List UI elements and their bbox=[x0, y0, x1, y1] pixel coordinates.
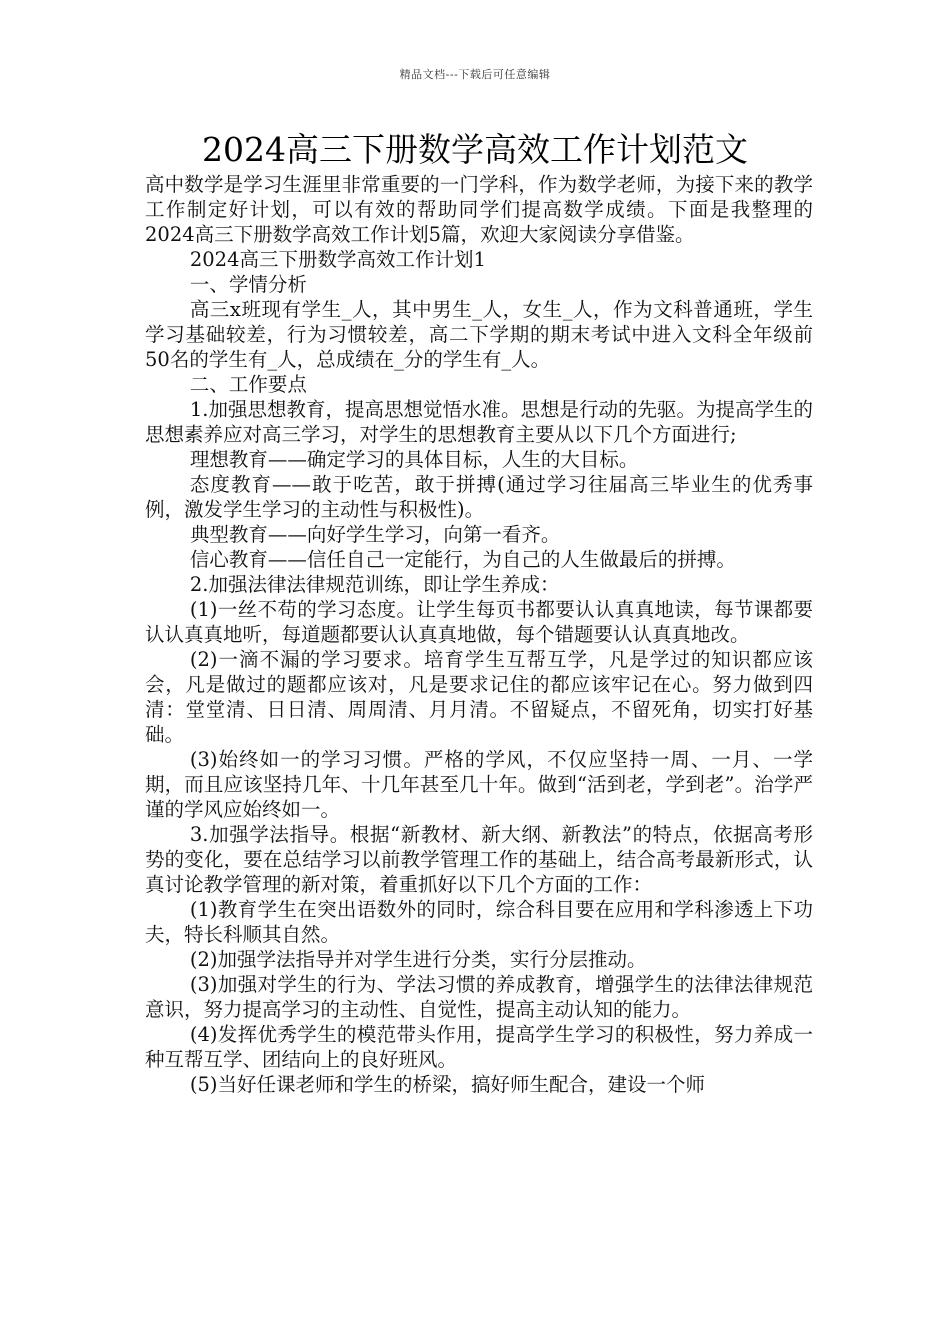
list-item: (5)当好任课老师和学生的桥梁，搞好师生配合，建设一个师 bbox=[189, 1073, 705, 1096]
subsection-heading: 二、工作要点 bbox=[189, 373, 307, 396]
body-paragraph: 态度教育——敢于吃苦，敢于拼搏(通过学习往届高三毕业生的优秀事例，激发学生学习的主动性与积极性)。 bbox=[145, 473, 813, 521]
document-body bbox=[145, 172, 813, 1097]
list-item: (3)加强对学生的行为、学法习惯的养成教育，增强学生的法律法律规范意识，努力提高学习的主动性、自觉性，提高主动认知的能力。 bbox=[145, 973, 813, 1021]
document-title: 2024高三下册数学高效工作计划范文 bbox=[202, 130, 748, 169]
intro-paragraph: 高中数学是学习生涯里非常重要的一门学科，作为数学老师，为接下来的教学工作制定好计划，可以有效的帮助同学们提高数学成绩。下面是我整理的2024高三下册数学高效工作计划5篇，欢迎大家阅读分享借鉴。 bbox=[145, 173, 813, 246]
body-paragraph: 理想教育——确定学习的具体目标，人生的大目标。 bbox=[189, 448, 639, 471]
list-item: (2)一滴不漏的学习要求。培育学生互帮互学，凡是学过的知识都应该会，凡是做过的题都应该对，凡是要求记住的都应该牢记在心。努力做到四清：堂堂清、日日清、周周清、月月清。不留疑点，不留死角，切实打好基础。 bbox=[145, 648, 813, 746]
list-item: (3)始终如一的学习习惯。严格的学风，不仅应坚持一周、一月、一学期，而且应该坚持几年、十几年甚至几十年。做到“活到老，学到老”。治学严谨的学风应始终如一。 bbox=[145, 748, 813, 821]
body-paragraph: 高三x班现有学生_人，其中男生_人，女生_人，作为文科普通班，学生学习基础较差，行为习惯较差，高二下学期的期末考试中进入文科全年级前50名的学生有_人，总成绩在_分的学生有_人。 bbox=[145, 298, 813, 371]
body-paragraph: 1.加强思想教育，提高思想觉悟水准。思想是行动的先驱。为提高学生的思想素养应对高三学习，对学生的思想教育主要从以下几个方面进行; bbox=[145, 398, 813, 446]
body-paragraph: 2.加强法律法律规范训练，即让学生养成： bbox=[189, 573, 560, 596]
body-paragraph: 典型教育——向好学生学习，向第一看齐。 bbox=[189, 523, 561, 546]
body-paragraph: 信心教育——信任自己一定能行，为自己的人生做最后的拼搏。 bbox=[189, 548, 736, 571]
list-item: (2)加强学法指导并对学生进行分类，实行分层推动。 bbox=[189, 948, 647, 971]
subsection-heading: 一、学情分析 bbox=[189, 273, 307, 296]
list-item: (4)发挥优秀学生的模范带头作用，提高学生学习的积极性，努力养成一种互帮互学、团结向上的良好班风。 bbox=[145, 1023, 813, 1071]
header-note: 精品文档---下载后可任意编辑 bbox=[399, 68, 551, 81]
section-heading: 2024高三下册数学高效工作计划1 bbox=[189, 248, 486, 271]
list-item: (1)一丝不苟的学习态度。让学生每页书都要认认真真地读，每节课都要认认真真地听，每道题都要认认真真地做，每个错题要认认真真地改。 bbox=[145, 598, 813, 646]
body-paragraph: 3.加强学法指导。根据“新教材、新大纲、新教法”的特点，依据高考形势的变化，要在总结学习以前教学管理工作的基础上，结合高考最新形式，认真讨论教学管理的新对策，着重抓好以下几个方面的工作： bbox=[145, 823, 813, 896]
list-item: (1)教育学生在突出语数外的同时，综合科目要在应用和学科渗透上下功夫，特长科顺其自然。 bbox=[145, 898, 813, 946]
